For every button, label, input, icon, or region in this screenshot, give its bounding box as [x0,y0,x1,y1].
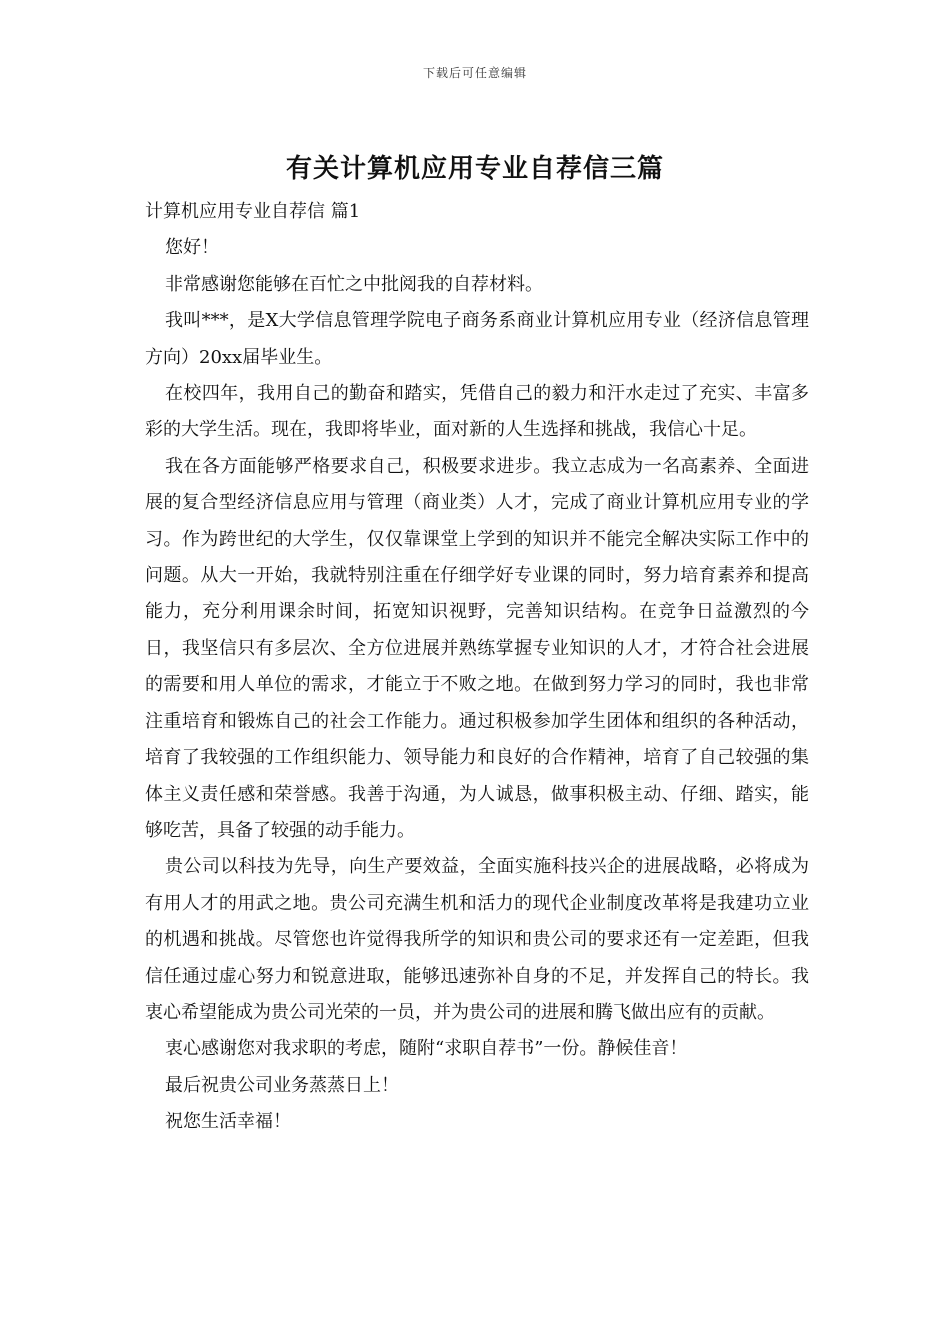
closing-paragraph: 衷心感谢您对我求职的考虑，随附“求职自荐书”一份。静候佳音！ [165,1038,688,1060]
body-paragraph: 我叫***，是X大学信息管理学院电子商务系商业计算机应用专业（经济信息管理方向）20xx届毕业生。 [145,310,809,368]
greeting-paragraph: 您好！ [165,237,219,259]
page-header-note: 下载后可任意编辑 [422,66,527,80]
document-body [145,194,809,1141]
body-paragraph: 非常感谢您能够在百忙之中批阅我的自荐材料。 [165,273,543,295]
body-paragraph: 我在各方面能够严格要求自己，积极要求进步。我立志成为一名高素养、全面进展的复合型经济信息应用与管理（商业类）人才，完成了商业计算机应用专业的学习。作为跨世纪的大学生，仅仅靠课堂上学到的知识并不能完全解决实际工作中的问题。从大一开始，我就特别注重在仔细学好专业课的同时，努力培育素养和提高能力，充分利用课余时间，拓宽知识视野，完善知识结构。在竞争日益激烈的今日，我坚信只有多层次、全方位进展并熟练掌握专业知识的人才，才符合社会进展的需要和用人单位的需求，才能立于不败之地。在做到努力学习的同时，我也非常注重培育和锻炼自己的社会工作能力。通过积极参加学生团体和组织的各种活动，培育了我较强的工作组织能力、领导能力和良好的合作精神，培育了自己较强的集体主义责任感和荣誉感。我善于沟通，为人诚恳，做事积极主动、仔细、踏实，能够吃苦，具备了较强的动手能力。 [145,455,809,841]
document-title: 有关计算机应用专业自荐信三篇 [285,154,664,184]
section-heading: 计算机应用专业自荐信 篇1 [145,201,361,222]
closing-paragraph: 祝您生活幸福！ [165,1111,291,1133]
body-paragraph: 贵公司以科技为先导，向生产要效益，全面实施科技兴企的进展战略，必将成为有用人才的用武之地。贵公司充满生机和活力的现代企业制度改革将是我建功立业的机遇和挑战。尽管您也许觉得我所学的知识和贵公司的要求还有一定差距，但我信任通过虚心努力和锐意进取，能够迅速弥补自身的不足，并发挥自己的特长。我衷心希望能成为贵公司光荣的一员，并为贵公司的进展和腾飞做出应有的贡献。 [145,856,809,1023]
closing-paragraph: 最后祝贵公司业务蒸蒸日上！ [165,1074,399,1096]
body-paragraph: 在校四年，我用自己的勤奋和踏实，凭借自己的毅力和汗水走过了充实、丰富多彩的大学生活。现在，我即将毕业，面对新的人生选择和挑战，我信心十足。 [145,383,809,441]
